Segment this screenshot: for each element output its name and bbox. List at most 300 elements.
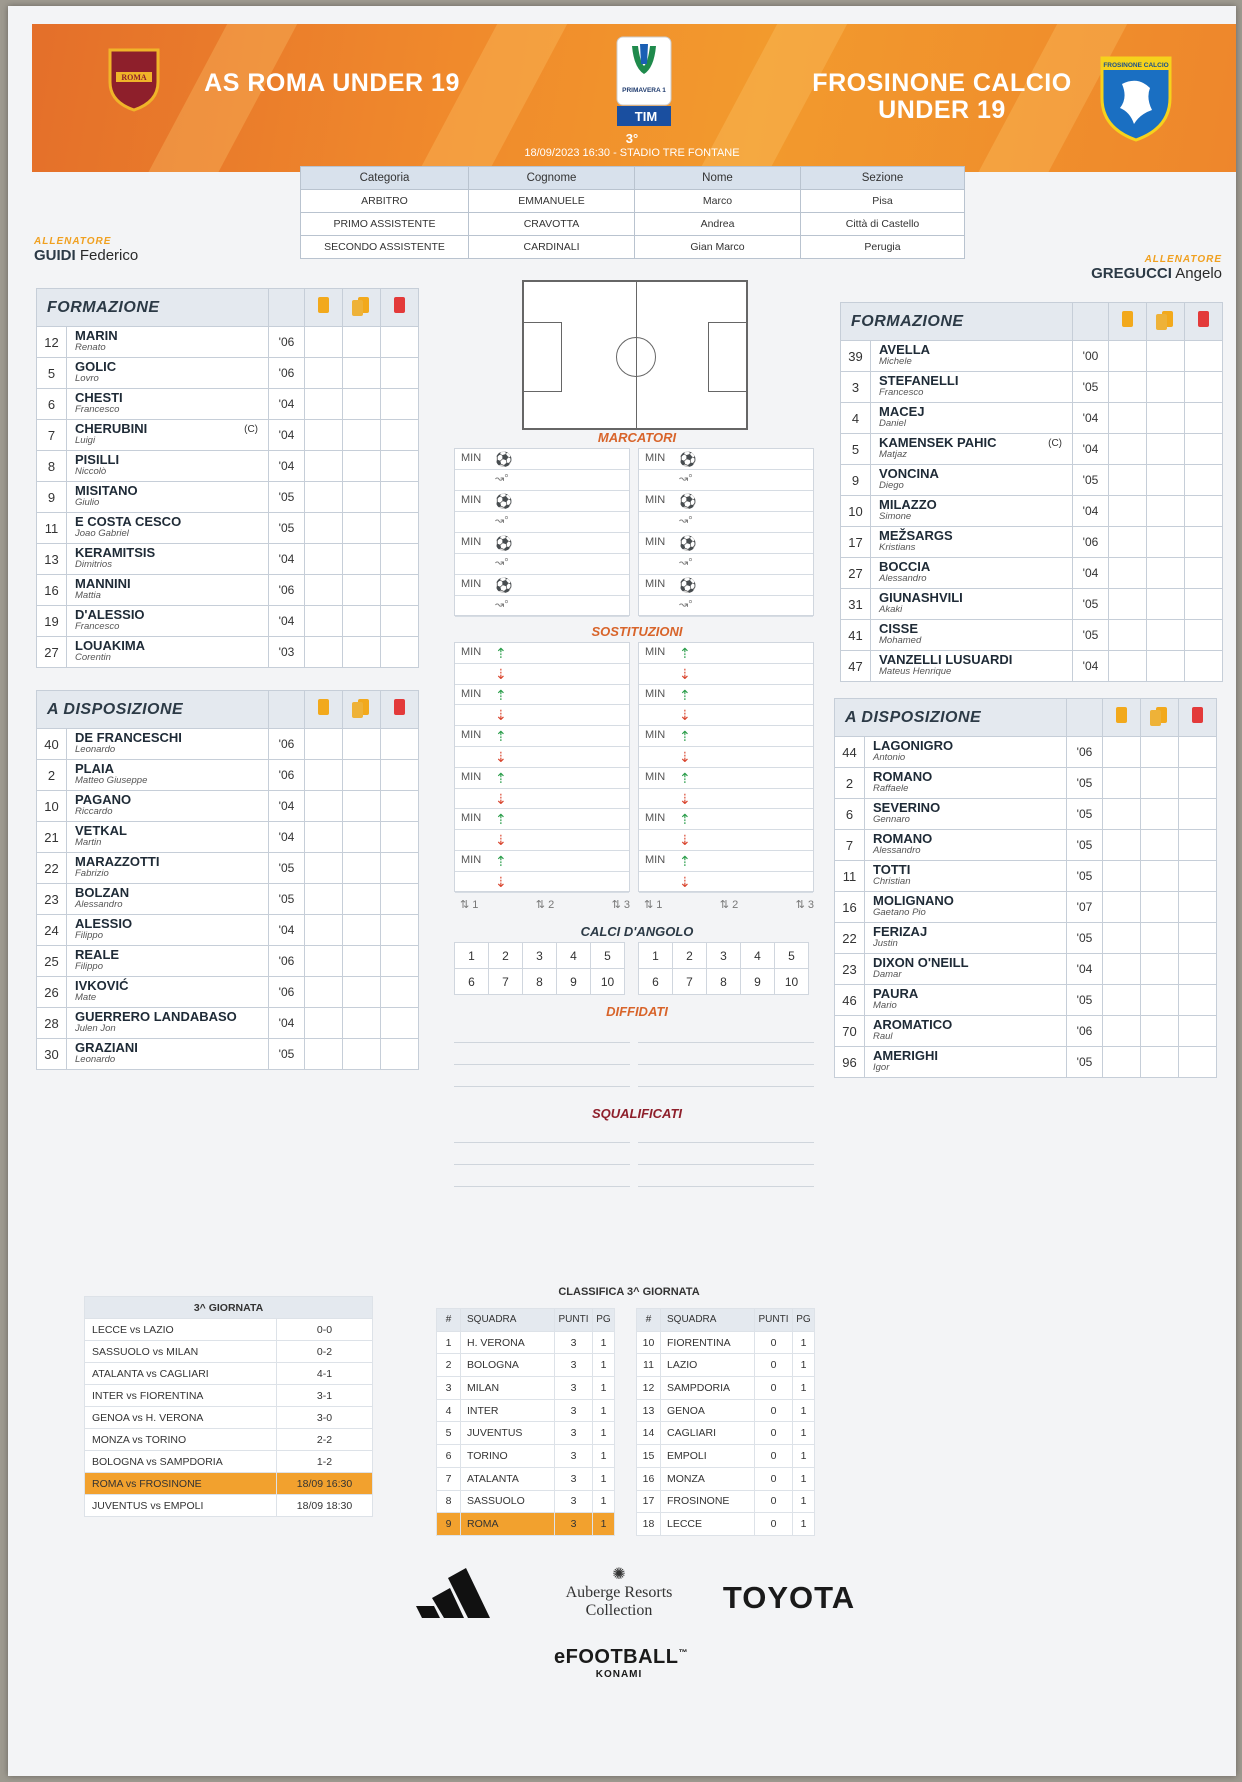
home-starters-table	[36, 288, 419, 668]
yellow-card-box[interactable]	[1109, 434, 1147, 465]
corner-cell[interactable]: 8	[523, 969, 557, 995]
double-yellow-box[interactable]	[343, 544, 381, 575]
home-bench-title: A DISPOSIZIONE	[37, 691, 269, 729]
corner-cell[interactable]: 5	[775, 943, 809, 969]
yellow-card-box[interactable]	[305, 1039, 343, 1070]
yellow-card-box[interactable]	[305, 544, 343, 575]
assist-row[interactable]	[639, 512, 813, 533]
double-yellow-box[interactable]	[343, 791, 381, 822]
player-number: 7	[37, 420, 67, 451]
yellow-card-box[interactable]	[1109, 403, 1147, 434]
assist-row[interactable]	[639, 554, 813, 575]
min-label: MIN	[645, 578, 666, 590]
subs-left-box	[454, 642, 630, 892]
yellow-card-box[interactable]	[1103, 923, 1141, 954]
corner-cell[interactable]: 6	[455, 969, 489, 995]
sub-out-row[interactable]	[639, 664, 813, 685]
red-card-box[interactable]	[381, 451, 419, 482]
double-yellow-box[interactable]	[1147, 620, 1185, 651]
adidas-logo	[414, 1562, 504, 1622]
sub-in-icon: ⇡	[679, 645, 691, 661]
standings-rank: 8	[437, 1490, 461, 1513]
player-number: 25	[37, 946, 67, 977]
standings-points: 3	[555, 1513, 593, 1536]
scorer-row[interactable]	[639, 491, 813, 512]
player-row	[37, 575, 419, 606]
ball-icon: ⚽	[495, 535, 513, 551]
standings-row	[637, 1513, 815, 1536]
sub-out-row[interactable]	[639, 747, 813, 768]
min-label: MIN	[645, 452, 666, 464]
player-number: 9	[841, 465, 871, 496]
yellow-card-box[interactable]	[1103, 1047, 1141, 1078]
double-yellow-box[interactable]	[1141, 985, 1179, 1016]
red-card-box[interactable]	[1179, 923, 1217, 954]
red-card-box[interactable]	[381, 358, 419, 389]
player-cell	[67, 420, 269, 451]
yellow-card-box[interactable]	[1103, 954, 1141, 985]
red-card-box[interactable]	[1185, 527, 1223, 558]
player-firstname: Raul	[873, 1031, 893, 1042]
results-table	[84, 1296, 373, 1517]
player-cell	[871, 434, 1073, 465]
sub-out-icon: ⇣	[679, 665, 691, 682]
red-card-box[interactable]	[1185, 558, 1223, 589]
red-card-box[interactable]	[381, 575, 419, 606]
standings-rank: 17	[637, 1490, 661, 1513]
red-card-box[interactable]	[381, 389, 419, 420]
match-datetime-venue: 18/09/2023 16:30 - STADIO TRE FONTANE	[524, 147, 740, 159]
player-firstname: Alessandro	[879, 573, 927, 584]
player-cell	[67, 482, 269, 513]
player-row	[37, 544, 419, 575]
official-name: Marco	[635, 190, 801, 213]
player-firstname: Julen Jon	[75, 1023, 116, 1034]
red-card-box[interactable]	[381, 791, 419, 822]
player-year: '06	[269, 977, 305, 1008]
standings-team: FIORENTINA	[661, 1331, 755, 1354]
red-card-box[interactable]	[1185, 372, 1223, 403]
red-card-box[interactable]	[381, 729, 419, 760]
min-label: MIN	[645, 770, 666, 783]
red-card-box[interactable]	[1185, 434, 1223, 465]
player-cell	[871, 527, 1073, 558]
corner-cell[interactable]: 1	[455, 943, 489, 969]
player-cell	[67, 729, 269, 760]
yellow-card-box[interactable]	[1109, 496, 1147, 527]
double-yellow-box[interactable]	[1147, 558, 1185, 589]
yellow-card-box[interactable]	[305, 513, 343, 544]
assist-row[interactable]	[639, 470, 813, 491]
double-yellow-box[interactable]	[343, 946, 381, 977]
sub-in-row[interactable]	[455, 643, 629, 664]
sub-out-row[interactable]	[455, 705, 629, 726]
scorer-row[interactable]	[639, 533, 813, 554]
corner-cell[interactable]: 9	[557, 969, 591, 995]
corners-title: CALCI D'ANGOLO	[580, 924, 694, 939]
sub-out-row[interactable]	[639, 830, 813, 851]
corner-cell[interactable]: 2	[673, 943, 707, 969]
double-yellow-box[interactable]	[343, 451, 381, 482]
player-surname: ALESSIO	[75, 916, 133, 931]
red-card-box[interactable]	[381, 637, 419, 668]
scorer-row[interactable]	[455, 533, 629, 554]
red-card-box[interactable]	[381, 420, 419, 451]
sub-in-icon: ⇡	[495, 853, 507, 869]
red-card-box[interactable]	[1179, 861, 1217, 892]
double-yellow-box[interactable]	[343, 760, 381, 791]
scorers-left-box	[454, 448, 630, 616]
player-year: '04	[1073, 558, 1109, 589]
sub-in-row[interactable]	[639, 685, 813, 706]
player-number: 16	[37, 575, 67, 606]
player-row	[37, 884, 419, 915]
player-year: '05	[1073, 465, 1109, 496]
corner-cell[interactable]: 5	[591, 943, 625, 969]
result-match: INTER vs FIORENTINA	[85, 1385, 277, 1407]
sub-in-row[interactable]	[639, 726, 813, 747]
ball-icon: ⚽	[679, 577, 697, 593]
player-firstname: Justin	[873, 938, 898, 949]
red-card-box[interactable]	[1179, 954, 1217, 985]
double-yellow-box[interactable]	[1147, 589, 1185, 620]
player-firstname: Gennaro	[873, 814, 910, 825]
corner-cell[interactable]: 3	[523, 943, 557, 969]
corner-cell[interactable]: 10	[591, 969, 625, 995]
double-yellow-box[interactable]	[343, 637, 381, 668]
sub-out-row[interactable]	[455, 872, 629, 893]
double-yellow-box[interactable]	[343, 822, 381, 853]
red-card-box[interactable]	[381, 1039, 419, 1070]
double-yellow-box[interactable]	[343, 606, 381, 637]
yellow-card-box[interactable]	[305, 977, 343, 1008]
double-yellow-box[interactable]	[343, 1039, 381, 1070]
double-yellow-box[interactable]	[343, 575, 381, 606]
league-logo	[616, 36, 672, 128]
official-role: SECONDO ASSISTENTE	[301, 236, 469, 259]
yellow-card-box[interactable]	[1109, 620, 1147, 651]
assist-icon: ↝°	[679, 557, 693, 569]
double-yellow-box[interactable]	[343, 884, 381, 915]
double-yellow-box[interactable]	[1141, 768, 1179, 799]
player-cell	[865, 799, 1067, 830]
yellow-card-box[interactable]	[305, 915, 343, 946]
corner-cell[interactable]: 9	[741, 969, 775, 995]
standings-header: PUNTI	[755, 1309, 793, 1332]
sub-in-row[interactable]	[455, 685, 629, 706]
corner-cell[interactable]: 10	[775, 969, 809, 995]
yellow-card-box[interactable]	[305, 637, 343, 668]
red-card-box[interactable]	[1179, 1047, 1217, 1078]
yellow-card-icon	[318, 699, 329, 715]
result-score: 4-1	[277, 1363, 373, 1385]
player-surname: MANNINI	[75, 576, 131, 591]
red-card-box[interactable]	[1185, 651, 1223, 682]
double-yellow-card-icon	[1156, 707, 1167, 723]
red-card-box[interactable]	[381, 760, 419, 791]
double-yellow-box[interactable]	[343, 729, 381, 760]
player-year: '04	[269, 420, 305, 451]
yellow-card-box[interactable]	[305, 482, 343, 513]
sub-in-row[interactable]	[639, 809, 813, 830]
standings-row	[637, 1445, 815, 1468]
sub-out-icon: ⇣	[679, 832, 691, 849]
away-team-name-line2: UNDER 19	[878, 96, 1006, 124]
player-cell	[865, 985, 1067, 1016]
yellow-card-box[interactable]	[1109, 589, 1147, 620]
double-yellow-box[interactable]	[1147, 465, 1185, 496]
double-yellow-box[interactable]	[343, 389, 381, 420]
sub-in-row[interactable]	[455, 768, 629, 789]
yellow-card-box[interactable]	[305, 606, 343, 637]
red-card-box[interactable]	[1185, 341, 1223, 372]
yellow-card-box[interactable]	[1103, 1016, 1141, 1047]
yellow-card-box[interactable]	[1103, 892, 1141, 923]
yellow-card-box[interactable]	[305, 884, 343, 915]
sub-out-row[interactable]	[455, 830, 629, 851]
sub-out-row[interactable]	[639, 789, 813, 810]
yellow-card-box[interactable]	[1103, 799, 1141, 830]
corner-cell[interactable]: 1	[639, 943, 673, 969]
assist-row[interactable]	[455, 470, 629, 491]
corner-cell[interactable]: 8	[707, 969, 741, 995]
player-surname: ROMANO	[873, 831, 933, 846]
yellow-card-box[interactable]	[1103, 830, 1141, 861]
double-yellow-box[interactable]	[1141, 737, 1179, 768]
player-number: 23	[835, 954, 865, 985]
double-yellow-box[interactable]	[343, 358, 381, 389]
yellow-card-box[interactable]	[305, 791, 343, 822]
red-card-box[interactable]	[381, 606, 419, 637]
red-card-box[interactable]	[381, 946, 419, 977]
yellow-card-box[interactable]	[305, 327, 343, 358]
player-row	[835, 737, 1217, 768]
player-row	[37, 451, 419, 482]
yellow-card-box[interactable]	[1103, 861, 1141, 892]
standings-right-table	[636, 1308, 815, 1536]
red-card-box[interactable]	[381, 544, 419, 575]
player-cell	[865, 1047, 1067, 1078]
player-row	[37, 327, 419, 358]
scorer-row[interactable]	[455, 575, 629, 596]
standings-points: 0	[755, 1377, 793, 1400]
yellow-card-box[interactable]	[1103, 737, 1141, 768]
double-yellow-box[interactable]	[1147, 496, 1185, 527]
corner-cell[interactable]: 7	[489, 969, 523, 995]
standings-points: 0	[755, 1490, 793, 1513]
yellow-card-box[interactable]	[1103, 768, 1141, 799]
sub-in-row[interactable]	[455, 726, 629, 747]
double-yellow-box[interactable]	[1141, 954, 1179, 985]
player-year: '06	[269, 327, 305, 358]
yellow-card-box[interactable]	[305, 575, 343, 606]
sub-out-row[interactable]	[639, 872, 813, 893]
yellow-card-box[interactable]	[1109, 527, 1147, 558]
red-card-box[interactable]	[1179, 799, 1217, 830]
corner-cell[interactable]: 4	[557, 943, 591, 969]
player-surname: TOTTI	[873, 862, 911, 877]
yellow-card-box[interactable]	[305, 946, 343, 977]
result-match: SASSUOLO vs MILAN	[85, 1341, 277, 1363]
double-yellow-box[interactable]	[343, 977, 381, 1008]
corner-cell[interactable]: 2	[489, 943, 523, 969]
standings-points: 3	[555, 1445, 593, 1468]
red-card-box[interactable]	[1185, 403, 1223, 434]
red-card-box[interactable]	[1179, 768, 1217, 799]
red-card-box[interactable]	[381, 853, 419, 884]
toyota-logo: TOYOTA	[722, 1580, 856, 1615]
yellow-card-box[interactable]	[305, 760, 343, 791]
player-number: 23	[37, 884, 67, 915]
double-yellow-box[interactable]	[343, 327, 381, 358]
sub-in-row[interactable]	[455, 809, 629, 830]
yellow-card-box[interactable]	[305, 358, 343, 389]
yellow-card-box[interactable]	[305, 729, 343, 760]
double-yellow-box[interactable]	[1147, 403, 1185, 434]
standings-team: EMPOLI	[661, 1445, 755, 1468]
player-firstname: Alessandro	[873, 845, 921, 856]
yellow-card-box[interactable]	[305, 451, 343, 482]
double-yellow-box[interactable]	[1141, 1016, 1179, 1047]
player-firstname: Joao Gabriel	[75, 528, 129, 539]
red-card-box[interactable]	[1179, 830, 1217, 861]
yellow-card-box[interactable]	[1109, 341, 1147, 372]
yellow-card-box[interactable]	[305, 822, 343, 853]
red-card-icon	[394, 297, 405, 313]
scorer-row[interactable]	[639, 575, 813, 596]
double-yellow-box[interactable]	[1141, 1047, 1179, 1078]
player-surname: PAGANO	[75, 792, 132, 807]
yellow-card-box[interactable]	[1109, 372, 1147, 403]
red-card-box[interactable]	[1179, 985, 1217, 1016]
player-row	[37, 389, 419, 420]
double-yellow-box[interactable]	[1147, 434, 1185, 465]
assist-row[interactable]	[639, 596, 813, 617]
red-card-box[interactable]	[1185, 496, 1223, 527]
corner-cell[interactable]: 7	[673, 969, 707, 995]
double-yellow-box[interactable]	[1141, 861, 1179, 892]
player-firstname: Riccardo	[75, 806, 113, 817]
sub-out-row[interactable]	[455, 747, 629, 768]
player-cell	[871, 589, 1073, 620]
sub-out-row[interactable]	[455, 664, 629, 685]
efootball-text: eFOOTBALL	[554, 1646, 679, 1668]
min-label: MIN	[461, 770, 482, 783]
player-year: '04	[1073, 434, 1109, 465]
yellow-card-box[interactable]	[1109, 558, 1147, 589]
sub-out-row[interactable]	[639, 705, 813, 726]
yellow-card-box[interactable]	[305, 1008, 343, 1039]
red-card-box[interactable]	[381, 482, 419, 513]
red-card-box[interactable]	[381, 1008, 419, 1039]
double-yellow-box[interactable]	[343, 1008, 381, 1039]
double-yellow-box[interactable]	[343, 482, 381, 513]
double-yellow-box[interactable]	[1147, 372, 1185, 403]
player-surname: VETKAL	[75, 823, 127, 838]
red-card-box[interactable]	[1179, 892, 1217, 923]
player-year: '06	[269, 946, 305, 977]
double-yellow-box[interactable]	[343, 915, 381, 946]
player-surname: DIXON O'NEILL	[873, 955, 969, 970]
red-card-box[interactable]	[381, 915, 419, 946]
red-card-box[interactable]	[1185, 589, 1223, 620]
player-firstname: Mario	[873, 1000, 897, 1011]
standings-played: 1	[793, 1399, 815, 1422]
standings-points: 3	[555, 1399, 593, 1422]
yellow-card-box[interactable]	[305, 420, 343, 451]
red-card-box[interactable]	[381, 327, 419, 358]
player-surname: PLAIA	[75, 761, 114, 776]
red-card-box[interactable]	[381, 977, 419, 1008]
yellow-card-box[interactable]	[1103, 985, 1141, 1016]
player-cell	[67, 884, 269, 915]
red-card-box[interactable]	[1179, 737, 1217, 768]
sub-out-icon: ⇣	[679, 707, 691, 724]
player-year: '05	[1073, 372, 1109, 403]
double-yellow-box[interactable]	[1141, 923, 1179, 954]
red-card-box[interactable]	[381, 884, 419, 915]
standings-played: 1	[593, 1354, 615, 1377]
sub-in-row[interactable]	[639, 851, 813, 872]
scorer-row[interactable]	[455, 491, 629, 512]
double-yellow-box[interactable]	[1147, 651, 1185, 682]
double-yellow-box[interactable]	[343, 420, 381, 451]
assist-row[interactable]	[455, 512, 629, 533]
standings-row	[437, 1467, 615, 1490]
double-yellow-box[interactable]	[343, 853, 381, 884]
standings-team: LECCE	[661, 1513, 755, 1536]
sub-in-row[interactable]	[639, 643, 813, 664]
sub-in-row[interactable]	[639, 768, 813, 789]
player-year: '05	[269, 513, 305, 544]
red-card-box[interactable]	[381, 513, 419, 544]
player-surname: KAMENSEK PAHIC	[879, 435, 997, 450]
red-card-box[interactable]	[381, 822, 419, 853]
double-yellow-box[interactable]	[343, 513, 381, 544]
standings-played: 1	[593, 1467, 615, 1490]
corner-cell[interactable]: 3	[707, 943, 741, 969]
scorers-title: MARCATORI	[597, 430, 677, 445]
player-surname: BOCCIA	[879, 559, 931, 574]
double-yellow-box[interactable]	[1147, 527, 1185, 558]
player-surname: MOLIGNANO	[873, 893, 954, 908]
corner-cell[interactable]: 6	[639, 969, 673, 995]
corner-cell[interactable]: 4	[741, 943, 775, 969]
yellow-card-box[interactable]	[1109, 465, 1147, 496]
red-card-box[interactable]	[1185, 620, 1223, 651]
scorer-row[interactable]	[639, 449, 813, 470]
assist-row[interactable]	[455, 596, 629, 617]
sub-in-row[interactable]	[455, 851, 629, 872]
double-yellow-box[interactable]	[1141, 799, 1179, 830]
assist-row[interactable]	[455, 554, 629, 575]
yellow-card-box[interactable]	[1109, 651, 1147, 682]
result-row	[85, 1429, 373, 1451]
player-cell	[67, 822, 269, 853]
double-yellow-box[interactable]	[1147, 341, 1185, 372]
player-number: 19	[37, 606, 67, 637]
red-card-box[interactable]	[1185, 465, 1223, 496]
sub-out-row[interactable]	[455, 789, 629, 810]
scorer-row[interactable]	[455, 449, 629, 470]
double-yellow-box[interactable]	[1141, 892, 1179, 923]
double-yellow-box[interactable]	[1141, 830, 1179, 861]
away-team-name	[792, 70, 1092, 124]
standings-points: 0	[755, 1354, 793, 1377]
yellow-card-box[interactable]	[305, 853, 343, 884]
yellow-card-box[interactable]	[305, 389, 343, 420]
red-card-box[interactable]	[1179, 1016, 1217, 1047]
